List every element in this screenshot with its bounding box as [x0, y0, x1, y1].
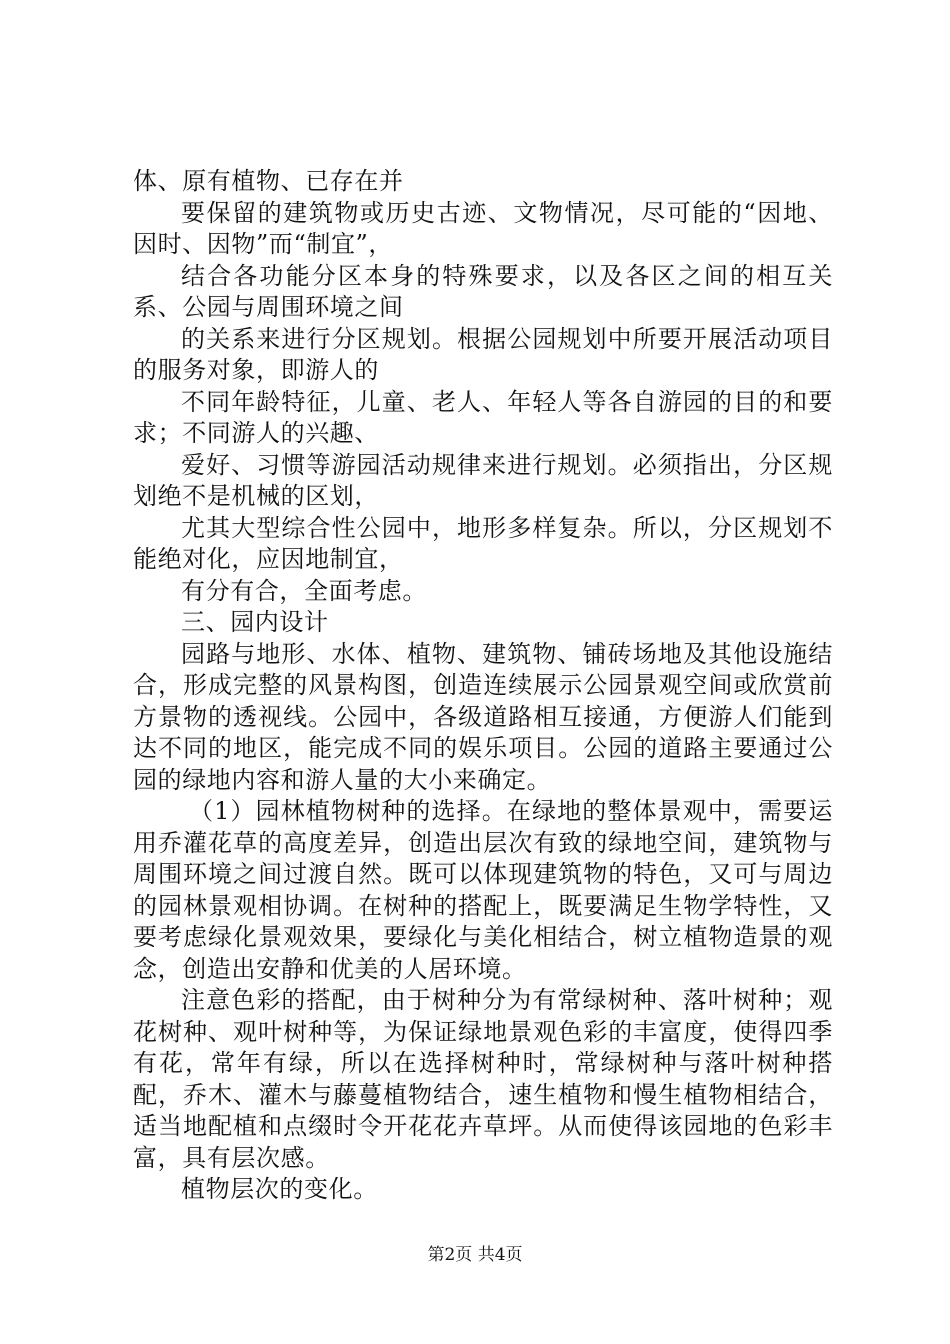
paragraph: 爱好、习惯等游园活动规律来进行规划。必须指出，分区规划绝不是机械的区划，	[133, 450, 833, 510]
paragraph: 的关系来进行分区规划。根据公园规划中所要开展活动项目的服务对象，即游人的	[133, 324, 833, 384]
paragraph: 体、原有植物、已存在并	[133, 167, 404, 195]
document-body	[133, 166, 833, 1206]
paragraph: （1）园林植物树种的选择。在绿地的整体景观中，需要运用乔灌花草的高度差异，创造出层次有致的绿地空间，建筑物与周围环境之间过渡自然。既可以体现建筑物的特色，又可与周边的园林景观相协调。在树种的搭配上，既要满足生物学特性，又要考虑绿化景观效果，要绿化与美化相结合，树立植物造景的观念，创造出安静和优美的人居环境。	[133, 797, 833, 983]
paragraph: 要保留的建筑物或历史古迹、文物情况，尽可能的“因地、因时、因物”而“制宜”，	[133, 198, 833, 258]
section-heading: 三、园内设计	[181, 608, 329, 636]
page-number: 第2页 共4页	[427, 1245, 523, 1265]
page-footer	[0, 1244, 950, 1266]
paragraph: 植物层次的变化。	[181, 1175, 378, 1203]
paragraph: 注意色彩的搭配，由于树种分为有常绿树种、落叶树种；观花树种、观叶树种等，为保证绿地景观色彩的丰富度，使得四季有花，常年有绿，所以在选择树种时，常绿树种与落叶树种搭配，乔木、灌木与藤蔓植物结合，速生植物和慢生植物相结合，适当地配植和点缀时令开花花卉草坪。从而使得该园地的色彩丰富，具有层次感。	[133, 986, 833, 1172]
paragraph: 结合各功能分区本身的特殊要求，以及各区之间的相互关系、公园与周围环境之间	[133, 261, 833, 321]
paragraph: 有分有合，全面考虑。	[181, 576, 427, 605]
paragraph: 不同年龄特征，儿童、老人、年轻人等各自游园的目的和要求；不同游人的兴趣、	[133, 387, 833, 447]
paragraph: 园路与地形、水体、植物、建筑物、铺砖场地及其他设施结合，形成完整的风景构图，创造连续展示公园景观空间或欣赏前方景物的透视线。公园中，各级道路相互接通，方便游人们能到达不同的地区，能完成不同的娱乐项目。公园的道路主要通过公园的绿地内容和游人量的大小来确定。	[133, 639, 833, 794]
paragraph: 尤其大型综合性公园中，地形多样复杂。所以，分区规划不能绝对化，应因地制宜，	[133, 513, 833, 573]
